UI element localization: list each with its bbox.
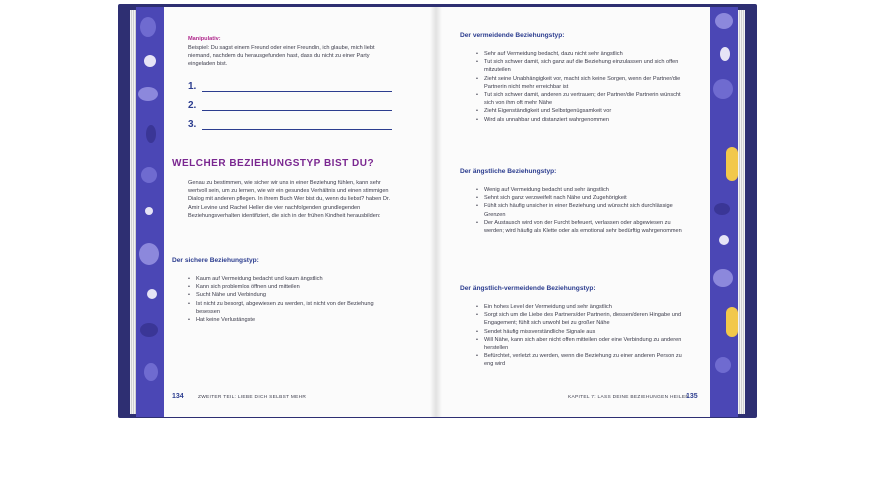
left-page bbox=[136, 7, 437, 417]
running-head-left: ZWEITER TEIL: LIEBE DICH SELBST MEHR bbox=[198, 395, 307, 400]
list-item: • Befürchtet, verletzt zu werden, wenn die Beziehung zu einer anderen Person zu eng wird bbox=[476, 352, 684, 368]
section-heading: WELCHER BEZIEHUNGSTYP BIST DU? bbox=[172, 158, 375, 169]
list-item: • Sehnt sich ganz verzweifelt nach Nähe und Zugehörigkeit bbox=[476, 194, 684, 202]
secure-type-title: Der sichere Beziehungstyp: bbox=[172, 257, 259, 264]
list-item: • Sendet häufig missverständliche Signale aus bbox=[476, 328, 684, 336]
book-gutter-shadow bbox=[430, 7, 442, 417]
running-head-right: KAPITEL 7: LASS DEINE BEZIEHUNGEN HEILEN bbox=[568, 395, 690, 400]
decorative-pattern-band bbox=[136, 7, 164, 417]
open-book bbox=[118, 4, 757, 418]
list-item: • Ist nicht zu besorgt, abgewiesen zu werden, ist nicht von der Beziehung besessen bbox=[188, 300, 398, 316]
anxious-type-title: Der ängstliche Beziehungstyp: bbox=[460, 168, 557, 175]
list-item: • Sucht Nähe und Verbindung bbox=[188, 291, 398, 299]
answer-number-1: 1. bbox=[188, 81, 197, 92]
anxious-avoidant-type-title: Der ängstlich-vermeidende Beziehungstyp: bbox=[460, 285, 596, 292]
list-item: • Tut sich schwer damit, anderen zu vertrauen; der Partner/die Partnerin wünscht sich von ihm oft mehr Nähe bbox=[476, 91, 684, 107]
page-edges-right bbox=[737, 10, 745, 414]
list-item: • Der Austausch wird von der Furcht befeuert, verlassen oder abgewiesen zu werden; wird häufig als Klette oder als emotional sehr bedürftig wahrgenommen bbox=[476, 219, 684, 235]
answer-line-3 bbox=[202, 129, 392, 130]
list-item: • Zieht Eigenständigkeit und Selbstgenügsamkeit vor bbox=[476, 107, 684, 115]
anxious-avoidant-type-list bbox=[476, 303, 684, 369]
list-item: • Hat keine Verlustängste bbox=[188, 316, 398, 324]
right-page bbox=[436, 7, 738, 417]
page-number-left: 134 bbox=[172, 393, 184, 400]
page-number-right: 135 bbox=[686, 393, 698, 400]
answer-number-3: 3. bbox=[188, 119, 197, 130]
list-item: • Kaum auf Vermeidung bedacht und kaum ängstlich bbox=[188, 275, 398, 283]
avoidant-type-list bbox=[476, 50, 684, 124]
list-item: • Ein hohes Level der Vermeidung und sehr ängstlich bbox=[476, 303, 684, 311]
example-text: Beispiel: Du sagst einem Freund oder einer Freundin, ich glaube, mich liebt niemand, nachdem du herausgefunden hast, dass du nicht zu einer Party eingeladen bist. bbox=[188, 45, 375, 68]
anxious-type-list bbox=[476, 186, 684, 235]
list-item: • Wenig auf Vermeidung bedacht und sehr ängstlich bbox=[476, 186, 684, 194]
list-item: • Fühlt sich häufig unsicher in einer Beziehung und wünscht sich durchlässige Grenzen bbox=[476, 202, 684, 218]
list-item: • Sorgt sich um die Liebe des Partners/der Partnerin, diessen/deren Hingabe und Engagement; fühlt sich unwohl bei zu großer Nähe bbox=[476, 311, 684, 327]
answer-number-2: 2. bbox=[188, 100, 197, 111]
list-item: • Sehr auf Vermeidung bedacht, dazu nicht sehr ängstlich bbox=[476, 50, 684, 58]
answer-line-2 bbox=[202, 110, 392, 111]
answer-line-1 bbox=[202, 91, 392, 92]
secure-type-list bbox=[188, 275, 398, 324]
list-item: • Wird als unnahbar und distanziert wahrgenommen bbox=[476, 116, 684, 124]
label-manipulative: Manipulativ: bbox=[188, 36, 221, 42]
list-item: • Kann sich problemlos öffnen und mitteilen bbox=[188, 283, 398, 291]
decorative-pattern-band bbox=[710, 7, 738, 417]
list-item: • Tut sich schwer damit, sich ganz auf die Beziehung einzulassen und sich offen mitzuteilen bbox=[476, 58, 684, 74]
list-item: • Will Nähe, kann sich aber nicht offen mitteilen oder eine Verbindung zu anderen herstellen bbox=[476, 336, 684, 352]
intro-paragraph: Genau zu bestimmen, wie sicher wir uns in einer Beziehung fühlen, kann sehr wertvoll sein, um zu lernen, wie wir ein gesundes Verhältnis und einen stimmigen Dialog mit anderen pflegen. In ihrem Buch Wer bist du, wenn du liebst? haben Dr. Amir Levine und Rachel Heller die vier nachfolgenden grundlegenden Beziehungsverhalten identifiziert, die sich in der frühen Kindheit herausbilden: bbox=[188, 180, 391, 219]
list-item: • Zieht seine Unabhängigkeit vor, macht sich keine Sorgen, wenn der Partner/die Partnerin nicht mehr erreichbar ist bbox=[476, 75, 684, 91]
avoidant-type-title: Der vermeidende Beziehungstyp: bbox=[460, 32, 565, 39]
